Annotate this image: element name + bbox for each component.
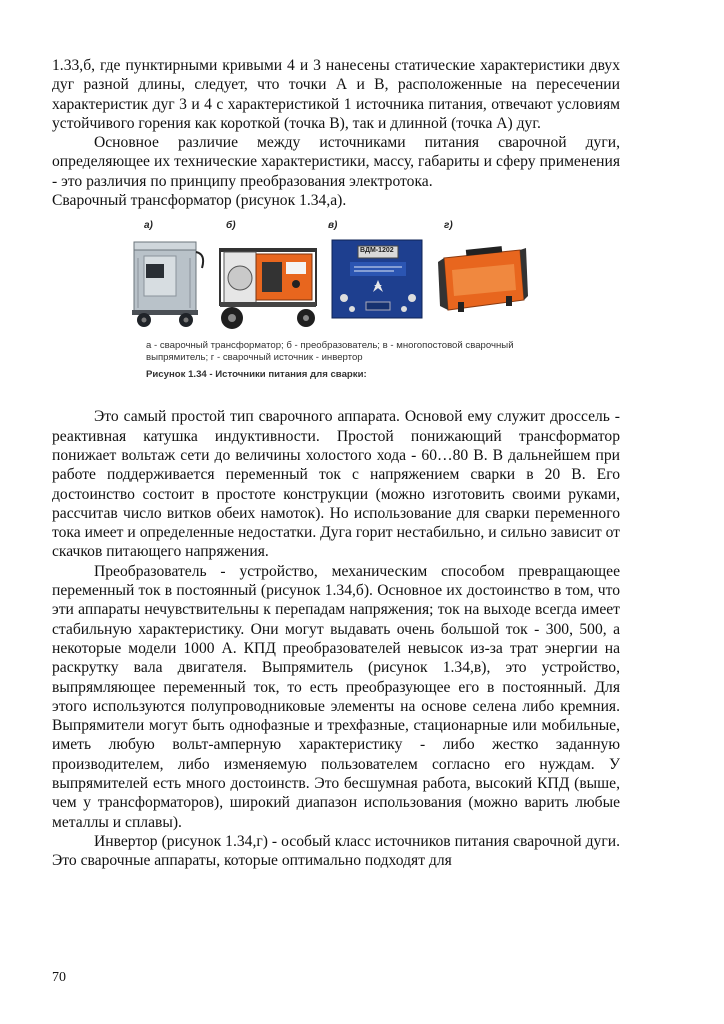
figure-label-a: а) [144,220,153,232]
paragraph-1: 1.33,б, где пунктирными кривыми 4 и 3 нанесены статические характеристики двух дуг разной длины, следует, что точки А и В, расположенные на пересечении характеристик дуг 3 и 4 с характеристикой 1 источника питания, отвечают условиям устойчивого горения как короткой (точка В), так и длинной (точка А) дуг. [52,57,620,132]
page-content [52,56,620,871]
converter-image [216,236,324,332]
paragraph-6: Инвертор (рисунок 1.34,г) - особый класс источников питания сварочной дуги. Это сварочные аппараты, которые оптимально подходят для [52,832,620,870]
figure-label-b: б) [226,220,236,232]
paragraph-3: Сварочный трансформатор (рисунок 1.34,а). [52,192,347,210]
paragraph-2: Основное различие между источниками питания сварочной дуги, определяющее их технические характеристики, массу, габариты и сферу применения - это различия по принципу преобразования электротока. [52,134,620,190]
figure-caption [146,369,367,381]
device-c-label: ВДМ-1202 [360,247,394,255]
figure-caption-text: Рисунок 1.34 - Источники питания для сварки: [146,369,367,381]
welding-transformer-image [130,234,210,330]
paragraph-5: Преобразователь - устройство, механическим способом превращающее переменный ток в постоянный (рисунок 1.34,б). Основное их достоинство в том, что эти аппараты нечувствительны к перепадам напряжения; ток на выходе всегда имеет стабильную характеристику. Они могут выдавать очень большой ток - 300, 500, а некоторые модели 1000 А. КПД преобразователей невысок из-за трат энергии на раскрутку вала двигателя. Выпрямитель (рисунок 1.34,в), это устройство, выпрямляющее переменный ток, то есть преобразующее его в постоянный. Для этого используются полупроводниковые элементы на основе селена либо кремния. Выпрямители могут быть однофазные и трехфазные, стационарные или мобильные, иметь любую вольт-амперную характеристику - либо жестко заданную производителем, либо изменяемую пользователем согласно его нуждам. У выпрямителей есть много достоинств. Это бесшумная работа, высокий КПД (выше, чем у трансформаторов), широкий диапазон использования (можно варить любые металлы и сплавы). [52,562,620,831]
inverter-image [436,244,528,320]
figure-legend [146,340,514,364]
figure-label-c: в) [328,220,338,232]
figure-power-sources [52,220,620,398]
figure-legend-line-2: выпрямитель; г - сварочный источник - инвертор [146,352,363,364]
figure-legend-line-1: а - сварочный трансформатор; б - преобразователь; в - многопостовой сварочный [146,340,514,352]
figure-label-d: г) [444,220,453,232]
paragraph-4: Это самый простой тип сварочного аппарата. Основой ему служит дроссель - реактивная катушка индуктивности. Простой понижающий трансформатор понижает вольтаж сети до величины холостого хода - 60…80 В. В дальнейшем при работе поддерживается переменный ток с напряжением сварки в 20 В. Его достоинство состоит в простоте конструкции (можно изготовить своими руками, рассчитав число витков обеих намоток). Но использование для сварки переменного тока имеет и определенные недостатки. Дуга горит нестабильно, и сильно зависит от скачков питающего напряжения. [52,408,620,561]
page-number: 70 [52,970,66,985]
